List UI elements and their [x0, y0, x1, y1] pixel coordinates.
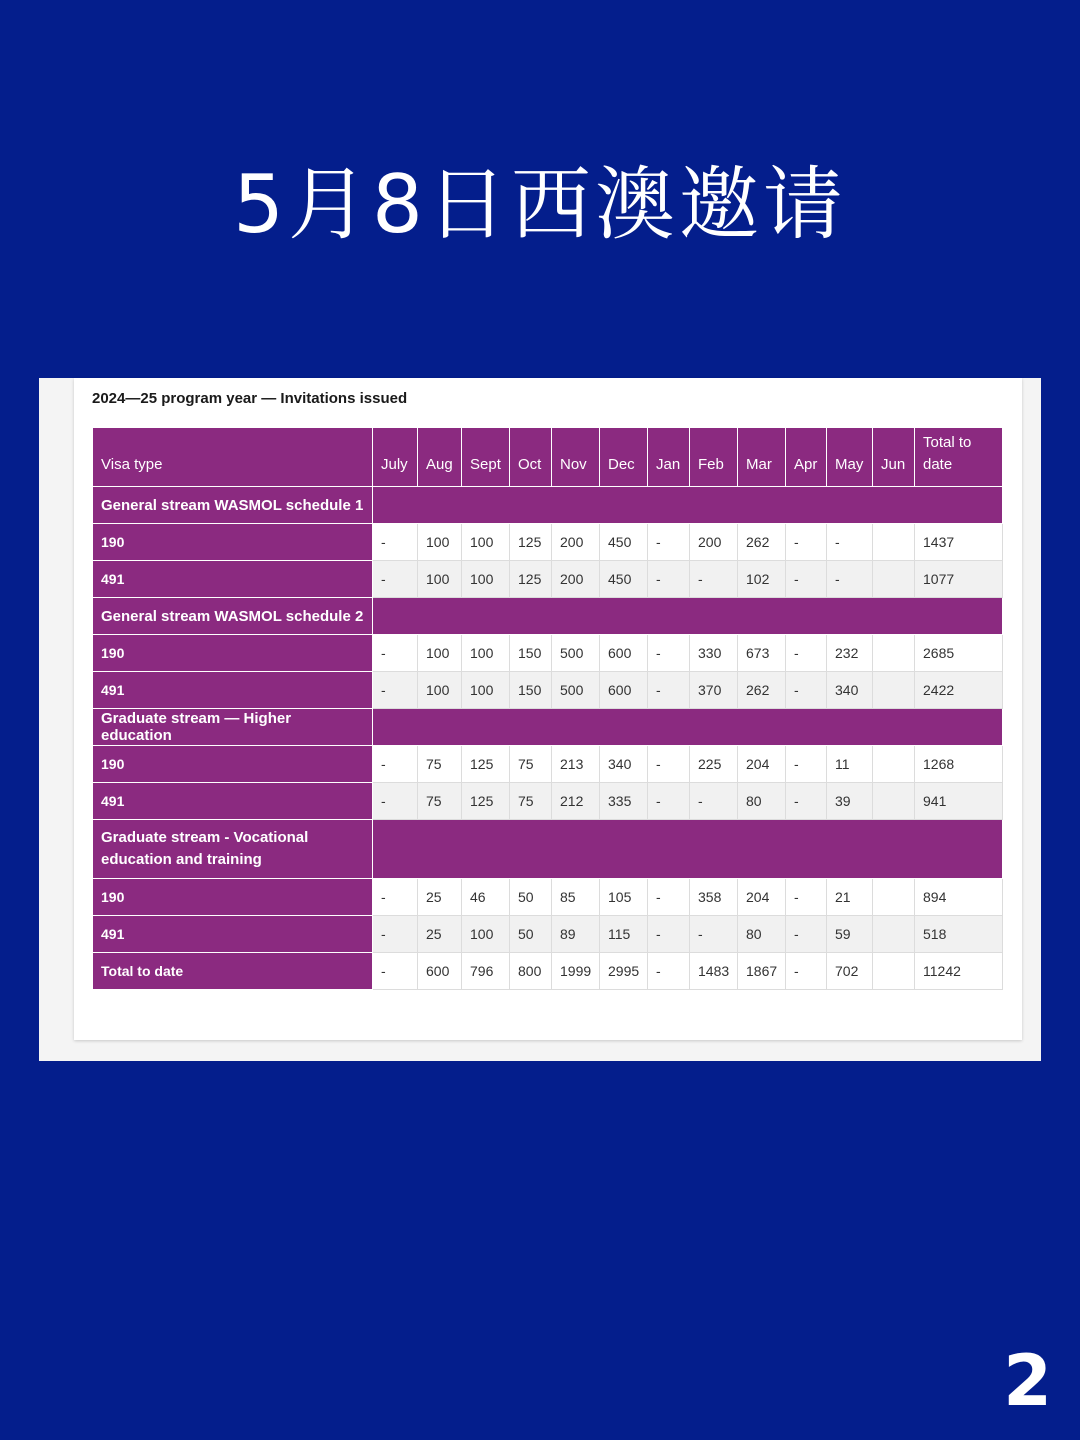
row-label: 491 [93, 561, 373, 598]
table-cell: 100 [418, 561, 462, 598]
screenshot-panel [39, 378, 1041, 1061]
table-cell: 1077 [915, 561, 1003, 598]
total-cell: 796 [462, 953, 510, 990]
table-cell: 941 [915, 783, 1003, 820]
table-cell: 262 [738, 524, 786, 561]
row-label: 190 [93, 524, 373, 561]
column-header: Aug [418, 428, 462, 487]
table-cell: - [648, 672, 690, 709]
table-cell: - [373, 783, 418, 820]
table-cell: 89 [552, 916, 600, 953]
table-row [93, 524, 1003, 561]
table-cell: 75 [418, 746, 462, 783]
row-label: 491 [93, 672, 373, 709]
column-header: July [373, 428, 418, 487]
table-cell: - [373, 916, 418, 953]
table-cell [873, 746, 915, 783]
table-cell [873, 672, 915, 709]
table-cell: - [786, 746, 827, 783]
total-cell: - [373, 953, 418, 990]
total-cell: 600 [418, 953, 462, 990]
table-cell: 125 [462, 746, 510, 783]
table-row [93, 672, 1003, 709]
table-cell: 673 [738, 635, 786, 672]
row-label: 190 [93, 746, 373, 783]
table-cell: - [648, 746, 690, 783]
row-label: 190 [93, 635, 373, 672]
table-cell: 85 [552, 879, 600, 916]
table-cell: 100 [462, 672, 510, 709]
column-header: Jun [873, 428, 915, 487]
table-cell: 894 [915, 879, 1003, 916]
total-cell: 1867 [738, 953, 786, 990]
section-fill [373, 709, 1003, 746]
table-cell: 1268 [915, 746, 1003, 783]
table-cell: - [786, 879, 827, 916]
row-label: 491 [93, 916, 373, 953]
table-body [93, 487, 1003, 990]
table-cell: 600 [600, 635, 648, 672]
table-cell: 100 [418, 635, 462, 672]
total-row [93, 953, 1003, 990]
table-cell: 50 [510, 916, 552, 953]
table-cell: - [786, 916, 827, 953]
total-cell: 1999 [552, 953, 600, 990]
column-header: Feb [690, 428, 738, 487]
table-cell: - [786, 672, 827, 709]
table-cell: 200 [552, 561, 600, 598]
table-cell: 115 [600, 916, 648, 953]
table-cell: 212 [552, 783, 600, 820]
section-heading: Graduate stream — Higher education [93, 709, 373, 746]
table-cell: 262 [738, 672, 786, 709]
table-cell: 200 [690, 524, 738, 561]
table-cell: - [690, 916, 738, 953]
table-cell: - [827, 524, 873, 561]
table-cell: 1437 [915, 524, 1003, 561]
table-cell: - [373, 672, 418, 709]
table-row [93, 916, 1003, 953]
section-row [93, 487, 1003, 524]
table-cell: 2422 [915, 672, 1003, 709]
column-header: May [827, 428, 873, 487]
table-row [93, 635, 1003, 672]
table-cell: 100 [462, 916, 510, 953]
page-title: 5月8日西澳邀请 [233, 158, 847, 251]
table-cell: 500 [552, 672, 600, 709]
table-cell: 225 [690, 746, 738, 783]
table-cell: 11 [827, 746, 873, 783]
total-cell: 2995 [600, 953, 648, 990]
table-cell: 150 [510, 635, 552, 672]
section-heading: Graduate stream - Vocational education and training [93, 820, 373, 879]
table-cell: - [373, 524, 418, 561]
row-label: 190 [93, 879, 373, 916]
invitations-table [92, 427, 1003, 990]
table-row [93, 746, 1003, 783]
table-cell: 2685 [915, 635, 1003, 672]
table-cell: - [786, 635, 827, 672]
section-heading: General stream WASMOL schedule 1 [93, 487, 373, 524]
table-cell: 335 [600, 783, 648, 820]
table-cell: - [827, 561, 873, 598]
row-label: 491 [93, 783, 373, 820]
column-header: Sept [462, 428, 510, 487]
table-cell: 500 [552, 635, 600, 672]
table-cell: 75 [510, 746, 552, 783]
table-cell: 330 [690, 635, 738, 672]
table-cell: 232 [827, 635, 873, 672]
table-card [74, 378, 1022, 1040]
total-cell: 11242 [915, 953, 1003, 990]
section-heading: General stream WASMOL schedule 2 [93, 598, 373, 635]
total-cell [873, 953, 915, 990]
section-fill [373, 820, 1003, 879]
table-cell [873, 783, 915, 820]
table-cell: - [690, 783, 738, 820]
table-cell: 600 [600, 672, 648, 709]
table-cell: - [648, 561, 690, 598]
table-cell: 450 [600, 524, 648, 561]
table-cell: 75 [510, 783, 552, 820]
table-cell: 25 [418, 916, 462, 953]
total-cell: 1483 [690, 953, 738, 990]
column-header: Mar [738, 428, 786, 487]
table-cell [873, 916, 915, 953]
table-cell: - [786, 524, 827, 561]
table-cell [873, 561, 915, 598]
table-cell: 204 [738, 879, 786, 916]
table-cell: - [648, 916, 690, 953]
column-header: Total to date [915, 428, 1003, 487]
table-cell: 358 [690, 879, 738, 916]
table-cell [873, 635, 915, 672]
table-cell: 213 [552, 746, 600, 783]
table-cell: 105 [600, 879, 648, 916]
table-row [93, 783, 1003, 820]
table-cell: - [373, 561, 418, 598]
table-cell: - [648, 783, 690, 820]
table-cell: - [373, 879, 418, 916]
table-cell: 100 [418, 672, 462, 709]
table-cell: 39 [827, 783, 873, 820]
total-cell: - [648, 953, 690, 990]
table-cell: 100 [462, 561, 510, 598]
table-cell: 340 [827, 672, 873, 709]
table-cell: 80 [738, 916, 786, 953]
table-cell: - [648, 524, 690, 561]
table-cell: - [786, 561, 827, 598]
page-number: 2 [1003, 1340, 1052, 1422]
table-cell: - [648, 635, 690, 672]
table-cell: - [786, 783, 827, 820]
table-cell: 100 [462, 635, 510, 672]
table-cell: - [648, 879, 690, 916]
table-cell: 200 [552, 524, 600, 561]
total-cell: - [786, 953, 827, 990]
table-cell: 150 [510, 672, 552, 709]
table-cell: 450 [600, 561, 648, 598]
column-header: Oct [510, 428, 552, 487]
section-row [93, 709, 1003, 746]
table-cell: 100 [418, 524, 462, 561]
table-cell: 100 [462, 524, 510, 561]
table-title: 2024—25 program year — Invitations issued [92, 390, 408, 407]
column-header: Jan [648, 428, 690, 487]
table-cell: 518 [915, 916, 1003, 953]
total-cell: 702 [827, 953, 873, 990]
table-cell: 75 [418, 783, 462, 820]
total-label: Total to date [93, 953, 373, 990]
table-cell: 340 [600, 746, 648, 783]
table-cell [873, 524, 915, 561]
table-cell: 59 [827, 916, 873, 953]
table-cell: 125 [510, 561, 552, 598]
column-header: Nov [552, 428, 600, 487]
column-header: Dec [600, 428, 648, 487]
table-cell: - [373, 635, 418, 672]
section-row [93, 598, 1003, 635]
table-cell: 25 [418, 879, 462, 916]
section-row [93, 820, 1003, 879]
table-cell [873, 879, 915, 916]
table-header-row [93, 428, 1003, 487]
table-cell: 102 [738, 561, 786, 598]
table-cell: 50 [510, 879, 552, 916]
column-header-visa-type: Visa type [93, 428, 373, 487]
section-fill [373, 598, 1003, 635]
table-cell: 370 [690, 672, 738, 709]
column-header: Apr [786, 428, 827, 487]
table-cell: - [373, 746, 418, 783]
section-fill [373, 487, 1003, 524]
table-cell: 125 [462, 783, 510, 820]
table-row [93, 561, 1003, 598]
table-cell: - [690, 561, 738, 598]
total-cell: 800 [510, 953, 552, 990]
table-cell: 21 [827, 879, 873, 916]
table-cell: 46 [462, 879, 510, 916]
table-cell: 125 [510, 524, 552, 561]
table-row [93, 879, 1003, 916]
table-cell: 204 [738, 746, 786, 783]
table-cell: 80 [738, 783, 786, 820]
